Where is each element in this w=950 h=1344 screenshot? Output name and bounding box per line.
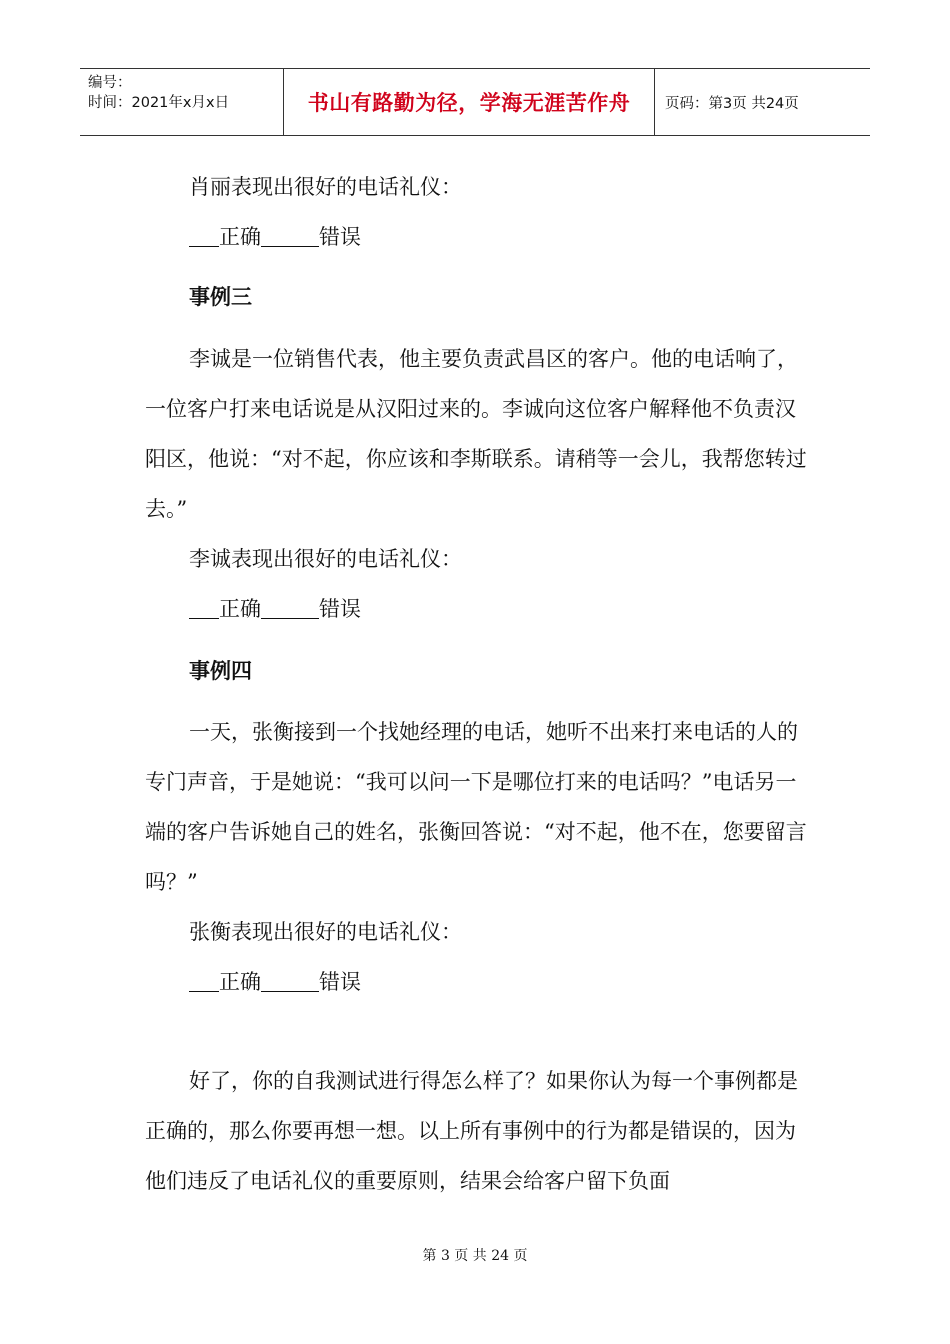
- answer-correct-label: 正确: [219, 225, 261, 249]
- answer-correct-label: 正确: [219, 970, 261, 994]
- case4-answer-options: [145, 957, 810, 1007]
- case3-title: 事例三: [189, 284, 252, 309]
- answer-wrong-label: 错误: [319, 225, 361, 249]
- case2-answer-options: [145, 212, 810, 262]
- case4-question: 张衡表现出很好的电话礼仪：: [189, 920, 462, 944]
- answer-blank-wrong[interactable]: [261, 597, 319, 619]
- case4-title: 事例四: [189, 658, 252, 683]
- answer-blank-wrong[interactable]: [261, 970, 319, 992]
- header-left-cell: [80, 69, 283, 135]
- document-date-label: 时间：2021年x月x日: [88, 95, 230, 111]
- answer-wrong-label: 错误: [319, 970, 361, 994]
- answer-wrong-label: 错误: [319, 597, 361, 621]
- conclusion-paragraph: 好了，你的自我测试进行得怎么样了？如果你认为每一个事例都是正确的，那么你要再想一想。以上所有事例中的行为都是错误的，因为他们违反了电话礼仪的重要原则，结果会给客户留下负面: [145, 1069, 798, 1193]
- answer-blank-wrong[interactable]: [261, 225, 319, 247]
- answer-correct-label: 正确: [219, 597, 261, 621]
- answer-blank-correct[interactable]: [145, 970, 219, 994]
- case4-text: 一天，张衡接到一个找她经理的电话，她听不出来打来电话的人的专门声音，于是她说：“我可以问一下是哪位打来的电话吗？”电话另一端的客户告诉她自己的姓名，张衡回答说：“对不起，他不在，您要留言吗？”: [145, 720, 807, 894]
- answer-blank-correct[interactable]: [145, 597, 219, 621]
- case2-question: 肖丽表现出很好的电话礼仪：: [189, 175, 462, 199]
- header-table: [80, 68, 870, 136]
- page-footer: 第 3 页 共 24 页: [422, 1248, 528, 1264]
- header-motto: 书山有路勤为径，学海无涯苦作舟: [283, 69, 655, 135]
- document-number-label: 编号：: [88, 75, 132, 91]
- case3-text: 李诚是一位销售代表，他主要负责武昌区的客户。他的电话响了，一位客户打来电话说是从汉阳过来的。李诚向这位客户解释他不负责汉阳区，他说：“对不起，你应该和李斯联系。请稍等一会儿，我帮您转过去。”: [145, 347, 807, 521]
- header-page-info: 页码：第3页 共24页: [665, 95, 799, 112]
- case3-answer-options: [145, 584, 810, 634]
- case3-question: 李诚表现出很好的电话礼仪：: [189, 547, 462, 571]
- answer-blank-correct[interactable]: [145, 225, 219, 249]
